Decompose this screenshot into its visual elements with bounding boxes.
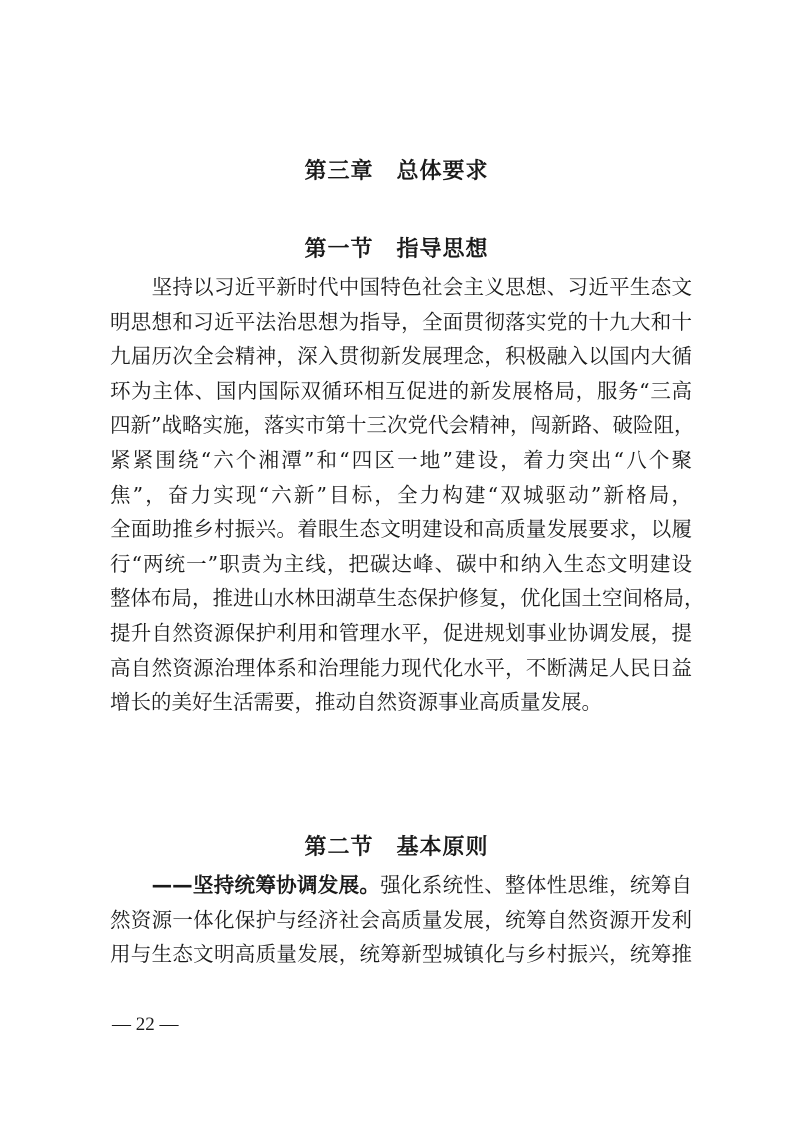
paragraph-line: 明思想和习近平法治思想为指导，全面贯彻落实党的十九大和十 <box>110 309 692 334</box>
principle-heading: ——坚持统筹协调发展。 <box>110 873 381 897</box>
paragraph-line: 焦”，奋力实现“六新”目标，全力构建“双城驱动”新格局， <box>110 482 692 507</box>
paragraph-line: 坚持以习近平新时代中国特色社会主义思想、习近平生态文 <box>110 275 692 299</box>
paragraph-line <box>110 868 692 903</box>
page-number: — 22 — <box>112 1014 179 1035</box>
paragraph-line: 整体布局，推进山水林田湖草生态保护修复，优化国土空间格局， <box>110 586 705 611</box>
paragraph-line: 紧紧围绕“六个湘潭”和“四区一地”建设，着力突出“八个聚 <box>110 447 692 472</box>
paragraph-line: 然资源一体化保护与经济社会高质量发展，统筹自然资源开发利 <box>110 907 692 932</box>
paragraph-line: 九届历次全会精神，深入贯彻新发展理念，积极融入以国内大循 <box>110 344 692 369</box>
paragraph-line: 全面助推乡村振兴。着眼生态文明建设和高质量发展要求，以履 <box>110 517 692 542</box>
paragraph-basic-principles <box>110 868 692 972</box>
paragraph-line: 环为主体、国内国际双循环相互促进的新发展格局，服务“三高 <box>110 378 692 403</box>
paragraph-guiding-ideology <box>110 270 705 720</box>
section-title-basic-principles: 第二节 基本原则 <box>304 835 489 860</box>
paragraph-line: 用与生态文明高质量发展，统筹新型城镇化与乡村振兴，统筹推 <box>110 942 692 967</box>
paragraph-line: 行“两统一”职责为主线，把碳达峰、碳中和纳入生态文明建设 <box>110 551 692 576</box>
paragraph-line: 增长的美好生活需要，推动自然资源事业高质量发展。 <box>110 690 602 715</box>
section-title-guiding-ideology: 第一节 指导思想 <box>304 237 489 262</box>
principle-text: 强化系统性、整体性思维，统筹自 <box>380 873 693 897</box>
chapter-title: 第三章 总体要求 <box>304 159 489 184</box>
paragraph-line: 四新”战略实施，落实市第十三次党代会精神，闯新路、破险阻， <box>110 413 695 438</box>
paragraph-line: 高自然资源治理体系和治理能力现代化水平，不断满足人民日益 <box>110 655 692 680</box>
paragraph-line: 提升自然资源保护利用和管理水平，促进规划事业协调发展，提 <box>110 620 692 645</box>
